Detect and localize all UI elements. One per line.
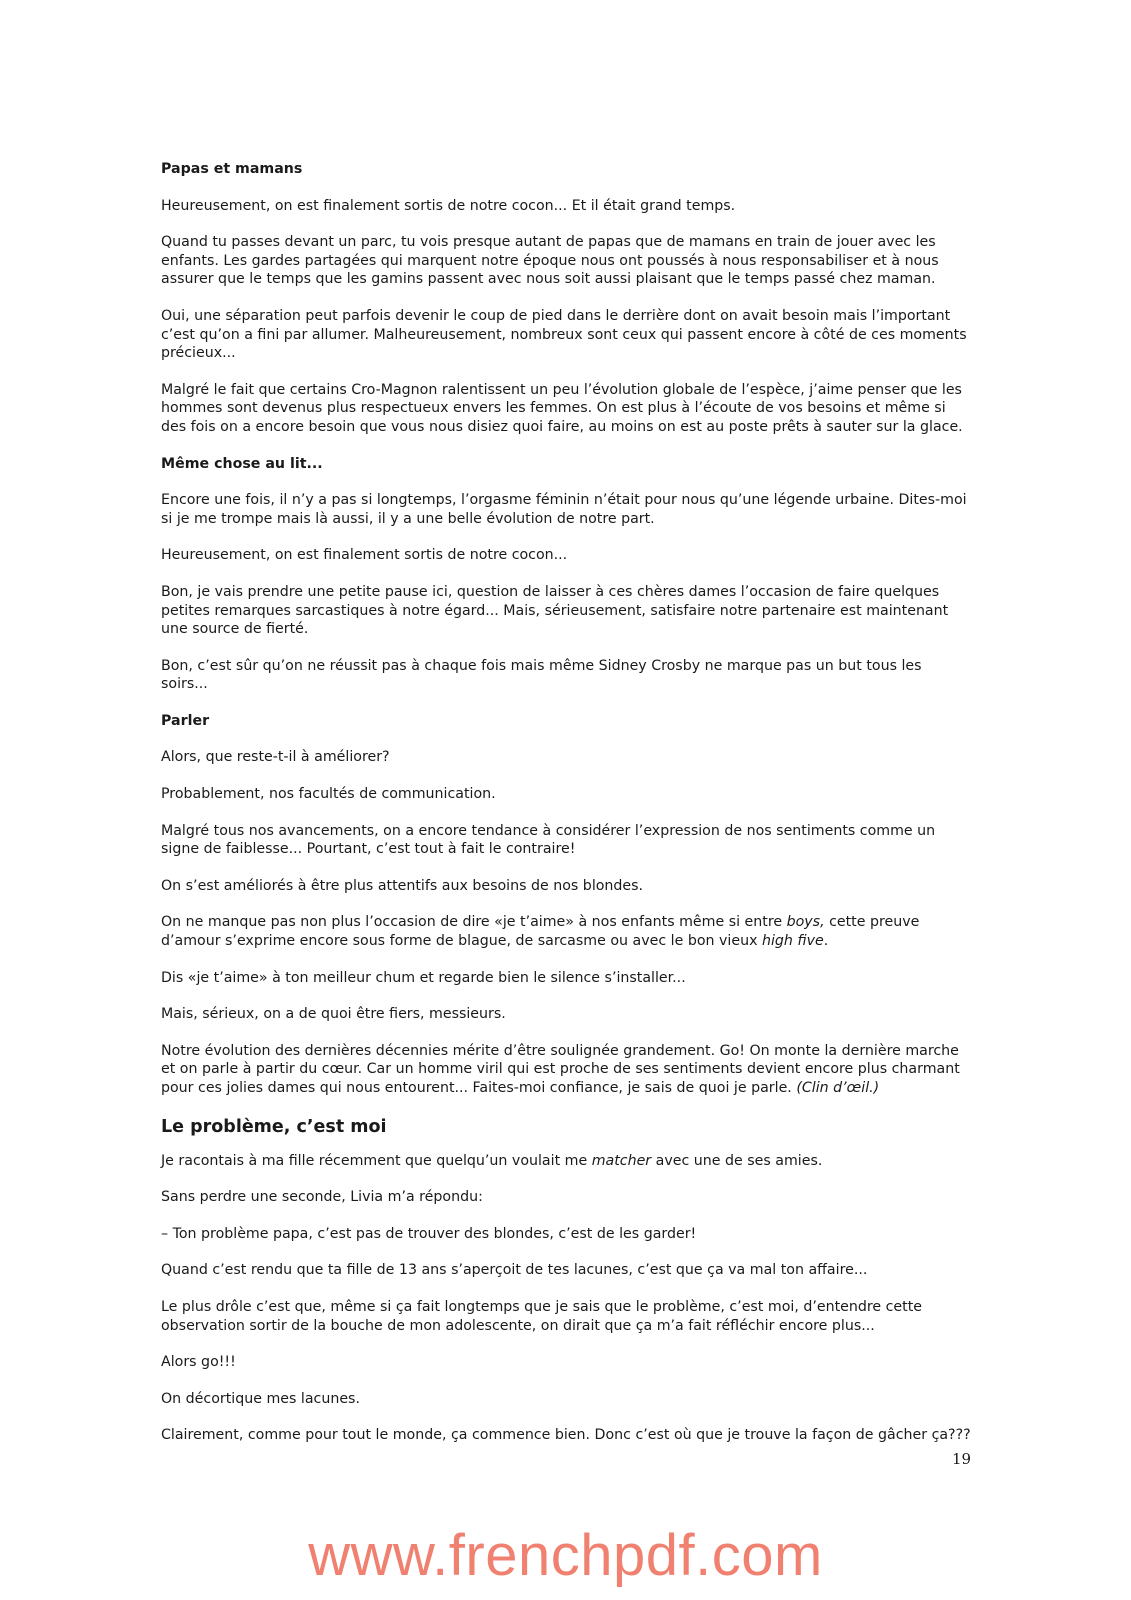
paragraph: Quand c’est rendu que ta fille de 13 ans s’aperçoit de tes lacunes, c’est que ça va mal ton affaire... — [161, 1262, 868, 1279]
watermark: www.frenchpdf.com — [308, 1523, 823, 1588]
section-heading-parler: Parler — [161, 712, 210, 729]
paragraph: Malgré le fait que certains Cro-Magnon ralentissent un peu l’évolution globale de l’espèce, j’aime penser que les hommes sont devenus plus respectueux envers les femmes. On est plus à l’écoute de vos besoins et même si des fois on a encore besoin que vous nous disiez quoi faire, au moins on est au poste prêts à sauter sur la glace. — [161, 381, 963, 435]
paragraph: Clairement, comme pour tout le monde, ça commence bien. Donc c’est où que je trouve la façon de gâcher ça??? — [161, 1427, 971, 1444]
section-heading-meme-chose-au-lit: Même chose au lit... — [161, 455, 323, 472]
text-run: Notre évolution des dernières décennies mérite d’être soulignée grandement. Go! On monte la dernière marche et on parle à partir du cœur. Car un homme viril qui est proche de ses sentiments devient encore plus charmant pour ces jolies dames qui nous entourent... Faites-moi confiance, je sais de quoi je parle. — [161, 1042, 960, 1096]
page-number: 19 — [952, 1450, 972, 1468]
paragraph: Bon, c’est sûr qu’on ne réussit pas à chaque fois mais même Sidney Crosby ne marque pas un but tous les soirs... — [161, 657, 922, 693]
paragraph: Oui, une séparation peut parfois devenir le coup de pied dans le derrière dont on avait besoin mais l’important c’est qu’on a fini par allumer. Malheureusement, nombreux sont ceux qui passent encore à côté de ces moments précieux... — [161, 307, 967, 362]
italic-run: boys, — [786, 914, 825, 931]
italic-run: matcher — [591, 1152, 652, 1169]
page-body — [161, 160, 971, 1463]
italic-run: (Clin d’œil.) — [796, 1080, 880, 1096]
text-run: Je racontais à ma fille récemment que quelqu’un voulait me — [161, 1152, 592, 1169]
section-heading-papas-et-mamans: Papas et mamans — [161, 161, 303, 177]
paragraph — [161, 1042, 971, 1098]
text-run: . — [823, 933, 829, 950]
paragraph: – Ton problème papa, c’est pas de trouver des blondes, c’est de les garder! — [161, 1225, 697, 1242]
paragraph — [161, 1152, 971, 1171]
paragraph: Dis «je t’aime» à ton meilleur chum et regarde bien le silence s’installer... — [161, 969, 686, 986]
paragraph: Sans perdre une seconde, Livia m’a répondu: — [161, 1189, 483, 1206]
paragraph: Heureusement, on est finalement sortis de notre cocon... Et il était grand temps. — [161, 197, 736, 214]
text-run: On ne manque pas non plus l’occasion de dire «je t’aime» à nos enfants même si entre — [161, 914, 787, 931]
text-run: avec une de ses amies. — [651, 1152, 823, 1169]
section-heading-le-probleme-cest-moi: Le problème, c’est moi — [161, 1116, 387, 1137]
paragraph: Mais, sérieux, on a de quoi être fiers, messieurs. — [161, 1006, 506, 1023]
paragraph: Probablement, nos facultés de communication. — [161, 786, 496, 803]
paragraph — [161, 913, 971, 950]
text-run: cette preuve d’amour s’exprime encore sous forme de blague, de sarcasme ou avec le bon vieux — [161, 914, 920, 950]
paragraph: Quand tu passes devant un parc, tu vois presque autant de papas que de mamans en train de jouer avec les enfants. Les gardes partagées qui marquent notre époque nous ont poussés à nous responsabiliser et à nous assurer que le temps que les gamins passent avec nous soit aussi plaisant que le temps passé chez maman. — [161, 234, 939, 288]
paragraph: Encore une fois, il n’y a pas si longtemps, l’orgasme féminin n’était pour nous qu’une légende urbaine. Dites-moi si je me trompe mais là aussi, il y a une belle évolution de notre part. — [161, 492, 967, 527]
paragraph: On décortique mes lacunes. — [161, 1390, 360, 1407]
paragraph: On s’est améliorés à être plus attentifs aux besoins de nos blondes. — [161, 877, 644, 894]
paragraph: Malgré tous nos avancements, on a encore tendance à considérer l’expression de nos sentiments comme un signe de faiblesse... Pourtant, c’est tout à fait le contraire! — [161, 822, 936, 858]
paragraph: Bon, je vais prendre une petite pause ici, question de laisser à ces chères dames l’occasion de faire quelques petites remarques sarcastiques à notre égard... Mais, sérieusement, satisfaire notre partenaire est maintenant une source de fierté. — [161, 583, 949, 638]
paragraph: Alors, que reste-t-il à améliorer? — [161, 749, 390, 766]
paragraph: Heureusement, on est finalement sortis de notre cocon... — [161, 547, 568, 564]
paragraph: Alors go!!! — [161, 1354, 236, 1371]
paragraph: Le plus drôle c’est que, même si ça fait longtemps que je sais que le problème, c’est moi, d’entendre cette observation sortir de la bouche de mon adolescente, on dirait que ça m’a fait réfléchir encore plus... — [161, 1298, 923, 1334]
italic-run: high five — [761, 933, 824, 950]
